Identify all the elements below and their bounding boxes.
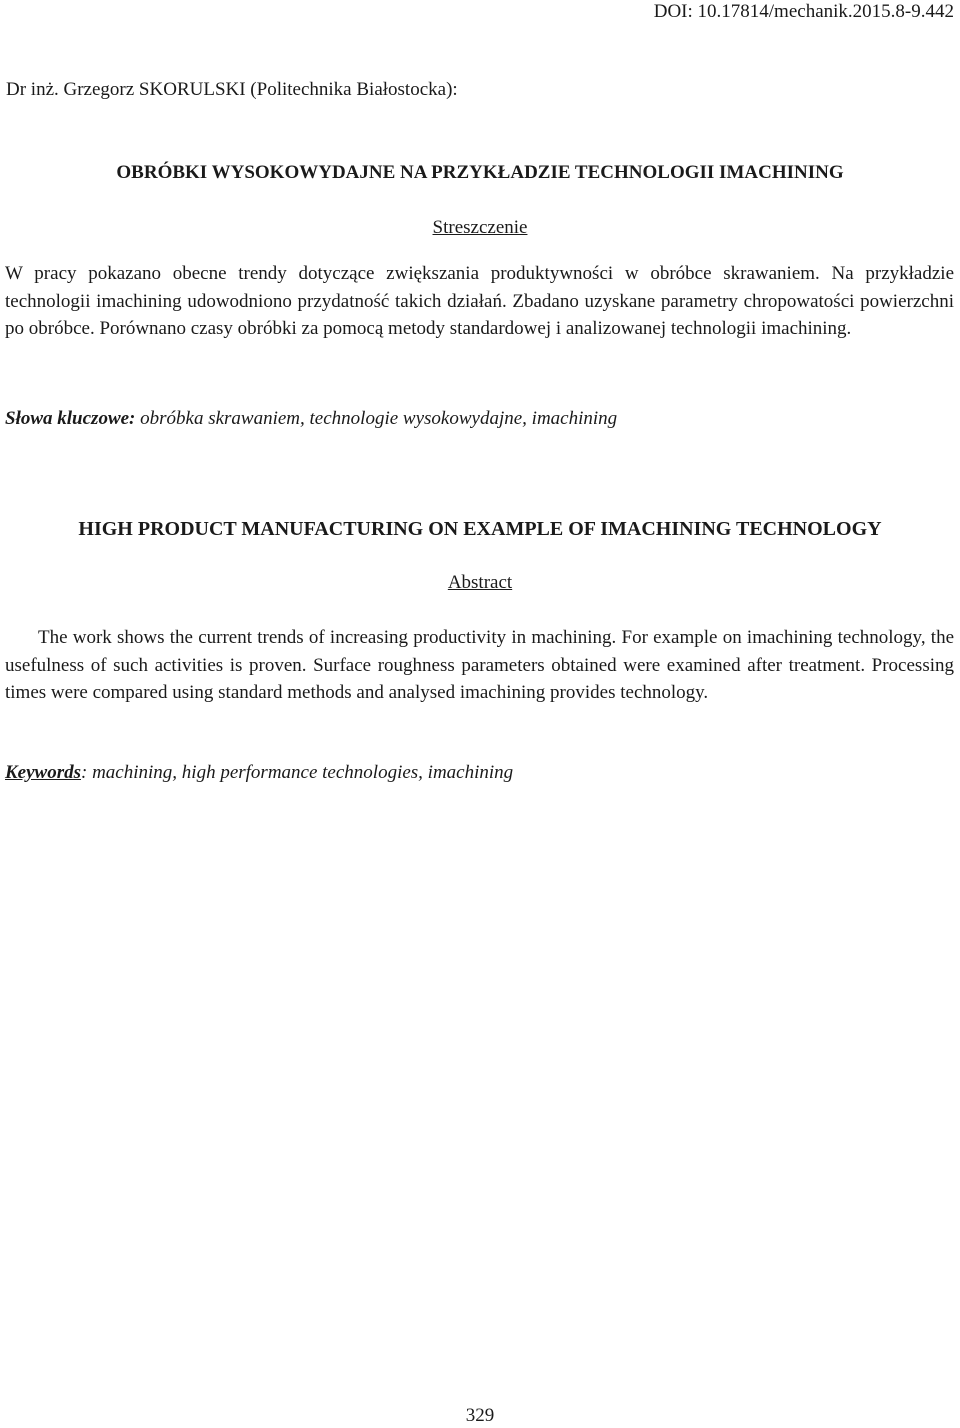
abstract-text-english: The work shows the current trends of increasing productivity in machining. For example on imachining technology, the usefulness of such activities is proven. Surface roughness parameters obtained were examined after treatment. Processing times were compared using standard methods and analysed imachining provides technology.	[5, 627, 954, 703]
abstract-paragraph-english	[5, 624, 954, 707]
author-line: Dr inż. Grzegorz SKORULSKI (Politechnika Białostocka):	[6, 79, 458, 100]
page-number: 329	[465, 1405, 495, 1426]
abstract-heading-polish: Streszczenie	[432, 217, 528, 238]
keywords-english	[5, 761, 954, 785]
abstract-text-polish: W pracy pokazano obecne trendy dotyczące zwiększania produktywności w obróbce skrawaniem. Na przykładzie technologii imachining udowodniono przydatność takich działań. Zbadano uzyskane parametry chropowatości powierzchni po obróbce. Porównano czasy obróbki za pomocą metody standardowej i analizowanej technologii imachining.	[5, 263, 954, 339]
paper-title-polish: OBRÓBKI WYSOKOWYDAJNE NA PRZYKŁADZIE TECHNOLOGII IMACHINING	[116, 162, 844, 183]
abstract-heading-english: Abstract	[447, 572, 513, 593]
doi-label: DOI: 10.17814/mechanik.2015.8-9.442	[653, 1, 954, 22]
keywords-text-english: : machining, high performance technologies, imachining	[81, 762, 514, 783]
paper-title-english: HIGH PRODUCT MANUFACTURING ON EXAMPLE OF IMACHINING TECHNOLOGY	[78, 518, 882, 540]
keywords-text-polish: obróbka skrawaniem, technologie wysokowydajne, imachining	[135, 408, 618, 429]
keywords-label-english: Keywords	[5, 762, 81, 783]
keywords-polish	[5, 407, 954, 431]
keywords-label-polish: Słowa kluczowe:	[5, 408, 136, 429]
